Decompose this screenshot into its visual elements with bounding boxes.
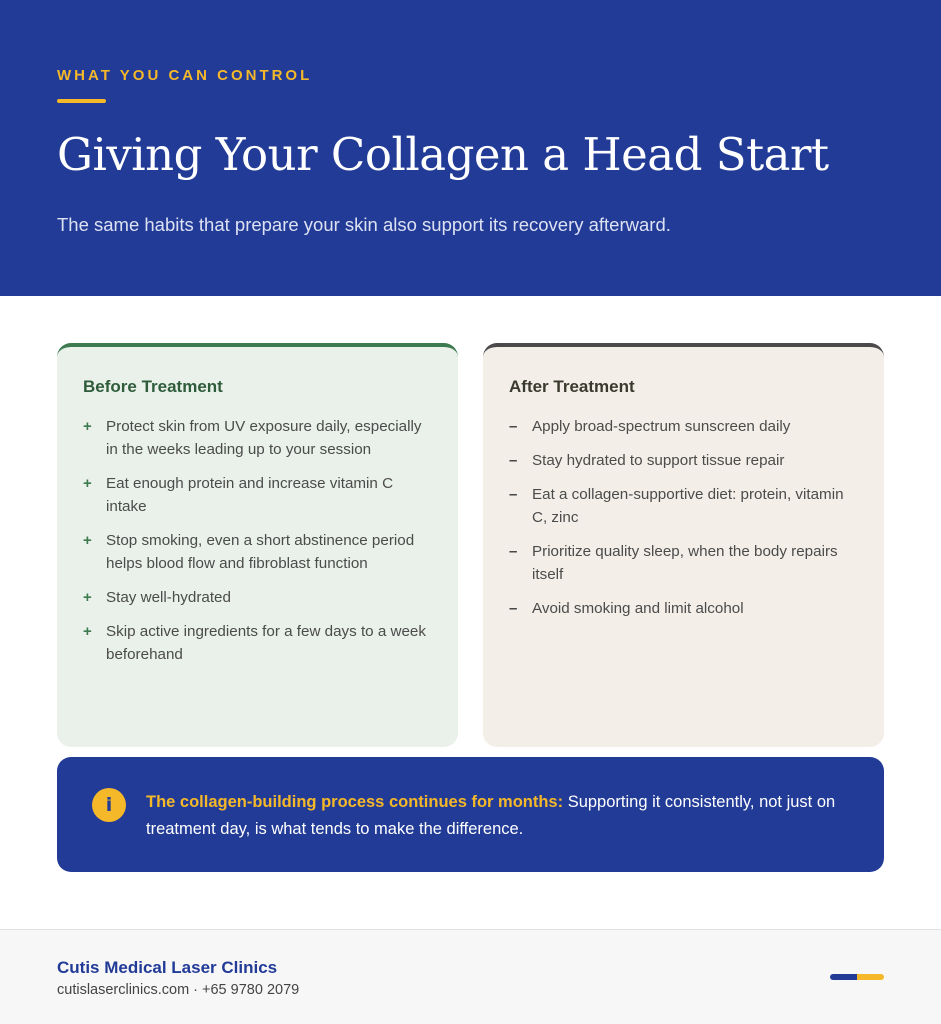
dash-icon: – xyxy=(509,418,518,435)
plus-icon: + xyxy=(83,532,92,549)
page-subtitle: The same habits that prepare your skin also support its recovery afterward. xyxy=(57,214,671,235)
before-item-text: Stay well-hydrated xyxy=(106,589,231,606)
callout-body: Supporting it consistently, not just on treatment day, is what tends to make the difference. xyxy=(146,793,836,838)
plus-icon: + xyxy=(83,418,92,435)
before-item-text: Eat enough protein and increase vitamin C intake xyxy=(106,475,394,515)
accent-bar-gold xyxy=(857,974,884,980)
after-item-text: Eat a collagen-supportive diet: protein, vitamin C, zinc xyxy=(532,486,844,526)
footer xyxy=(0,929,941,1024)
before-item xyxy=(83,415,432,461)
after-item-text: Prioritize quality sleep, when the body repairs itself xyxy=(532,543,838,583)
accent-bar xyxy=(830,974,884,980)
callout-text xyxy=(146,789,856,843)
accent-bar-blue xyxy=(830,974,857,980)
after-item xyxy=(509,449,858,472)
before-treatment-title: Before Treatment xyxy=(83,377,223,396)
before-item xyxy=(83,529,432,575)
after-item-text: Apply broad-spectrum sunscreen daily xyxy=(532,418,791,435)
before-treatment-card xyxy=(57,343,458,747)
after-item-text: Avoid smoking and limit alcohol xyxy=(532,600,744,617)
info-callout xyxy=(57,757,884,872)
before-item-text: Skip active ingredients for a few days to a week beforehand xyxy=(106,623,426,663)
after-item xyxy=(509,597,858,620)
after-item xyxy=(509,415,858,438)
before-item xyxy=(83,586,432,609)
clinic-name: Cutis Medical Laser Clinics xyxy=(57,958,278,977)
plus-icon: + xyxy=(83,589,92,606)
before-item-text: Stop smoking, even a short abstinence period helps blood flow and fibroblast function xyxy=(106,532,415,572)
plus-icon: + xyxy=(83,475,92,492)
dash-icon: – xyxy=(509,452,518,469)
after-item-text: Stay hydrated to support tissue repair xyxy=(532,452,785,469)
after-item xyxy=(509,483,858,529)
hero-banner xyxy=(0,0,941,296)
after-treatment-card xyxy=(483,343,884,747)
page-title: Giving Your Collagen a Head Start xyxy=(57,128,829,181)
before-item xyxy=(83,472,432,518)
after-treatment-title: After Treatment xyxy=(509,377,635,396)
dash-icon: – xyxy=(509,486,518,503)
dash-icon: – xyxy=(509,543,518,560)
contact-info: cutislaserclinics.com · +65 9780 2079 xyxy=(57,982,300,998)
callout-highlight: The collagen-building process continues for months: xyxy=(146,793,564,811)
before-item xyxy=(83,620,432,666)
dash-icon: – xyxy=(509,600,518,617)
before-item-text: Protect skin from UV exposure daily, especially in the weeks leading up to your session xyxy=(106,418,422,458)
eyebrow-label: WHAT YOU CAN CONTROL xyxy=(57,67,313,84)
eyebrow-underline xyxy=(57,99,106,103)
after-item xyxy=(509,540,858,586)
info-icon: i xyxy=(92,788,126,822)
plus-icon: + xyxy=(83,623,92,640)
